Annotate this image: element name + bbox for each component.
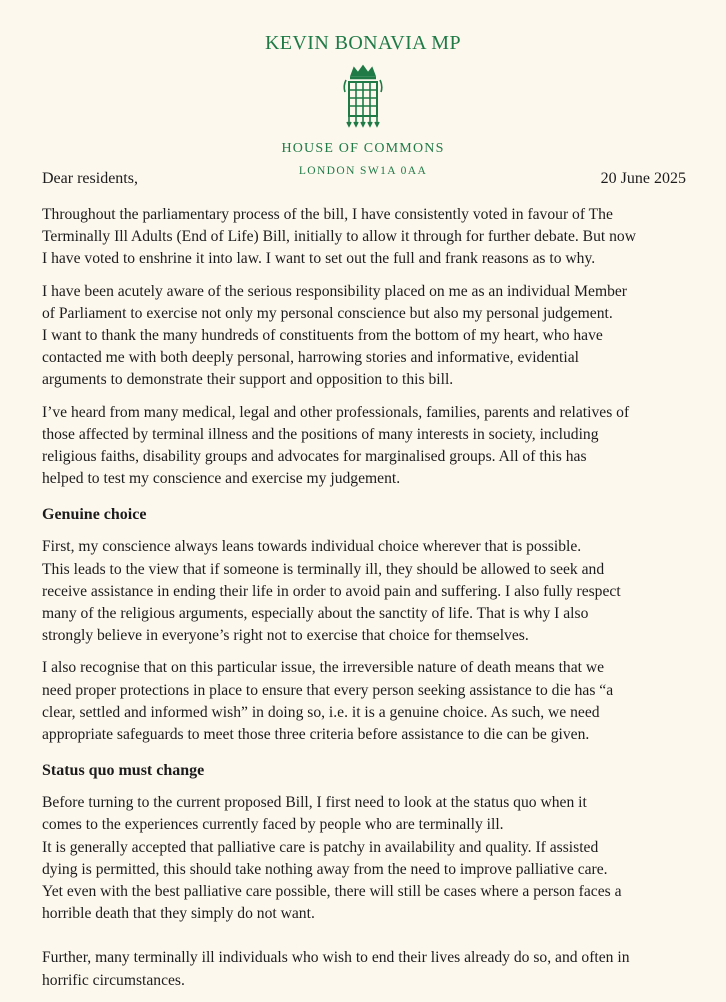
text-line: religious faiths, disability groups and advocates for marginalised groups. All of this has xyxy=(42,448,587,466)
paragraph-status-quo xyxy=(42,792,692,925)
text-line: strongly believe in everyone’s right not to exercise that choice for themselves. xyxy=(42,627,529,645)
text-line: I have been acutely aware of the serious responsibility placed on me as an individual Member xyxy=(42,282,628,300)
text-line: I also recognise that on this particular issue, the irreversible nature of death means that we xyxy=(42,659,605,677)
paragraph-intro xyxy=(42,204,692,271)
text-line: receive assistance in ending their life in order to avoid pain and suffering. I also fully respect xyxy=(42,582,621,600)
text-line: many of the religious arguments, especially about the sanctity of life. That is why I also xyxy=(42,605,589,623)
text-line: Before turning to the current proposed Bill, I first need to look at the status quo when it xyxy=(42,794,587,812)
house-of-commons-label: HOUSE OF COMMONS xyxy=(281,141,445,156)
text-line: This leads to the view that if someone is terminally ill, they should be allowed to seek and xyxy=(42,560,605,578)
text-line: Terminally Ill Adults (End of Life) Bill, initially to allow it through for further debate. But now xyxy=(42,228,636,246)
text-line: Throughout the parliamentary process of the bill, I have consistently voted in favour of The xyxy=(42,206,613,223)
text-line: I want to thank the many hundreds of constituents from the bottom of my heart, who have xyxy=(42,327,603,345)
paragraph-further xyxy=(42,947,692,991)
portcullis-icon xyxy=(340,64,386,128)
paragraph-heard-from xyxy=(42,402,692,491)
text-line: need proper protections in place to ensure that every person seeking assistance to die has “a xyxy=(42,681,614,699)
letterhead xyxy=(0,30,726,178)
text-line: contacted me with both deeply personal, harrowing stories and informative, evidential xyxy=(42,349,579,367)
address-label: LONDON SW1A 0AA xyxy=(298,165,428,177)
paragraph-safeguards xyxy=(42,657,692,746)
text-line: arguments to demonstrate their support and opposition to this bill. xyxy=(42,371,454,389)
text-line: those affected by terminal illness and the positions of many interests in society, including xyxy=(42,425,599,443)
text-line: of Parliament to exercise not only my personal conscience but also my personal judgement. xyxy=(42,304,613,322)
text-line: It is generally accepted that palliative care is patchy in availability and quality. If assisted xyxy=(42,838,599,856)
paragraph-responsibility xyxy=(42,281,692,392)
text-line: horrific circumstances. xyxy=(42,971,185,989)
heading-status-quo: Status quo must change xyxy=(42,762,205,780)
text-line: appropriate safeguards to meet those three criteria before assistance to die can be given. xyxy=(42,726,590,744)
text-line: clear, settled and informed wish” in doing so, i.e. it is a genuine choice. As such, we need xyxy=(42,703,600,721)
text-line: Yet even with the best palliative care possible, there will still be cases where a person faces a xyxy=(42,883,622,901)
text-line: First, my conscience always leans towards individual choice wherever that is possible. xyxy=(42,538,582,556)
text-line: Further, many terminally ill individuals who wish to end their lives already do so, and often in xyxy=(42,949,630,967)
text-line: horrible death that they simply do not want. xyxy=(42,905,315,923)
spacer xyxy=(42,935,692,947)
text-line: helped to test my conscience and exercise my judgement. xyxy=(42,470,401,488)
heading-genuine-choice: Genuine choice xyxy=(42,506,147,524)
text-line: I’ve heard from many medical, legal and other professionals, families, parents and relatives of xyxy=(42,403,630,421)
text-line: I have voted to enshrine it into law. I want to set out the full and frank reasons as to why. xyxy=(42,250,596,268)
text-line: dying is permitted, this should take nothing away from the need to improve palliative care. xyxy=(42,860,608,878)
text-line: comes to the experiences currently faced by people who are terminally ill. xyxy=(42,816,504,834)
letter-body xyxy=(42,204,692,1002)
letter-date: 20 June 2025 xyxy=(600,170,686,187)
salutation: Dear residents, xyxy=(42,170,138,187)
mp-name: KEVIN BONAVIA MP xyxy=(264,32,462,54)
paragraph-individual-choice xyxy=(42,536,692,647)
